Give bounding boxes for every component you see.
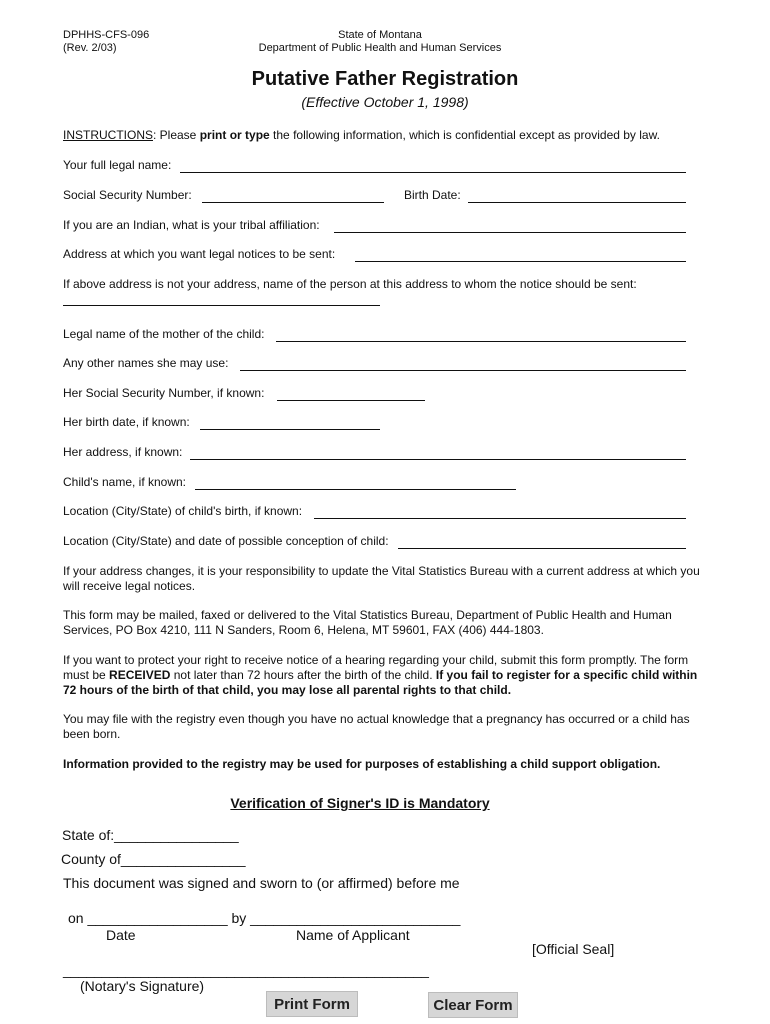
- county-of-line: County of________________: [61, 851, 246, 867]
- alt-address-label: If above address is not your address, name of the person at this address to whom the notice should be sent:: [63, 277, 637, 291]
- sworn-statement: This document was signed and sworn to (or affirmed) before me: [63, 875, 460, 891]
- tribal-input[interactable]: [336, 216, 684, 232]
- her-ssn-input[interactable]: [279, 384, 423, 400]
- department-name: Department of Public Health and Human Services: [258, 42, 502, 54]
- mother-name-label: Legal name of the mother of the child:: [63, 327, 265, 341]
- her-birth-label: Her birth date, if known:: [63, 415, 190, 429]
- applicant-name-label: Name of Applicant: [296, 927, 410, 943]
- conception-line: [398, 548, 686, 549]
- date-label: Date: [106, 927, 136, 943]
- child-name-line: [195, 489, 516, 490]
- full-name-label: Your full legal name:: [63, 158, 172, 172]
- tribal-line: [334, 232, 686, 233]
- birth-date-label: Birth Date:: [404, 188, 461, 202]
- mailing-notice: This form may be mailed, faxed or delivered to the Vital Statistics Bureau, Department of Public Health and Human Services, PO Box 4210, 111 N Sanders, Room 6, Helena, MT 59601, FAX (406) 444-1803.: [63, 608, 672, 637]
- full-name-input[interactable]: [182, 156, 684, 172]
- mother-name-line: [276, 341, 686, 342]
- tribal-label: If you are an Indian, what is your tribal affiliation:: [63, 218, 320, 232]
- alt-address-input[interactable]: [65, 289, 378, 305]
- alt-address-line: [63, 305, 380, 306]
- other-names-line: [240, 370, 686, 371]
- verification-heading: Verification of Signer's ID is Mandatory: [230, 795, 490, 811]
- official-seal: [Official Seal]: [532, 941, 615, 957]
- her-address-line: [190, 459, 686, 460]
- her-address-input[interactable]: [192, 443, 684, 459]
- ssn-input[interactable]: [204, 186, 382, 202]
- deadline-received: RECEIVED: [109, 668, 171, 682]
- conception-input[interactable]: [402, 532, 684, 548]
- birth-location-line: [314, 518, 686, 519]
- page-subtitle: (Effective October 1, 1998): [301, 94, 469, 110]
- print-form-button[interactable]: Print Form: [266, 991, 358, 1017]
- mother-name-input[interactable]: [278, 325, 684, 341]
- conception-label: Location (City/State) and date of possible conception of child:: [63, 534, 389, 548]
- address-line: [355, 261, 686, 262]
- birth-date-line: [468, 202, 686, 203]
- ssn-line: [202, 202, 384, 203]
- child-support-notice: Information provided to the registry may be used for purposes of establishing a child support obligation.: [63, 757, 661, 771]
- her-ssn-line: [277, 400, 425, 401]
- birth-date-input[interactable]: [470, 186, 684, 202]
- deadline-text-b: not later than 72 hours after the birth of the child.: [170, 668, 436, 682]
- full-name-line: [180, 172, 686, 173]
- deadline-text-a: If you want to protect your right to receive notice of a hearing regarding your child, submit this form promptly. The form must be: [63, 653, 689, 682]
- instructions-emphasis: print or type: [199, 128, 270, 142]
- clear-form-button[interactable]: Clear Form: [428, 992, 518, 1018]
- her-birth-input[interactable]: [202, 413, 378, 429]
- her-birth-line: [200, 429, 380, 430]
- state-name: State of Montana: [338, 29, 422, 41]
- ssn-label: Social Security Number:: [63, 188, 192, 202]
- birth-location-label: Location (City/State) of child's birth, if known:: [63, 504, 303, 518]
- instructions-rest: the following information, which is confidential except as provided by law.: [269, 128, 660, 142]
- state-of-line: State of:________________: [62, 827, 239, 843]
- form-id: DPHHS-CFS-096: [63, 29, 150, 41]
- address-change-notice: If your address changes, it is your responsibility to update the Vital Statistics Bureau with a current address at which you will receive legal notices.: [63, 564, 700, 593]
- deadline-warning: If you fail to register for a specific child within 72 hours of the birth of that child, you may lose all parental rights to that child.: [63, 668, 698, 697]
- knowledge-notice: You may file with the registry even though you have no actual knowledge that a pregnancy has occurred or a child has been born.: [63, 712, 690, 741]
- her-address-label: Her address, if known:: [63, 445, 183, 459]
- child-name-label: Child's name, if known:: [63, 475, 187, 489]
- her-ssn-label: Her Social Security Number, if known:: [63, 386, 265, 400]
- instructions-lead: : Please: [153, 128, 200, 142]
- child-name-input[interactable]: [197, 473, 514, 489]
- form-revision: (Rev. 2/03): [63, 42, 117, 54]
- other-names-input[interactable]: [242, 354, 684, 370]
- address-input[interactable]: [357, 245, 684, 261]
- address-label: Address at which you want legal notices to be sent:: [63, 247, 336, 261]
- notary-signature-label: (Notary's Signature): [80, 978, 205, 994]
- birth-location-input[interactable]: [316, 502, 684, 518]
- instructions-label: INSTRUCTIONS: [63, 128, 153, 142]
- deadline-notice: [63, 653, 703, 698]
- other-names-label: Any other names she may use:: [63, 356, 229, 370]
- notary-signature-line: _______________________________________________: [63, 962, 429, 978]
- instructions: [63, 128, 660, 142]
- on-by-line: on __________________ by ___________________________: [68, 910, 461, 926]
- page-title: Putative Father Registration: [251, 68, 519, 90]
